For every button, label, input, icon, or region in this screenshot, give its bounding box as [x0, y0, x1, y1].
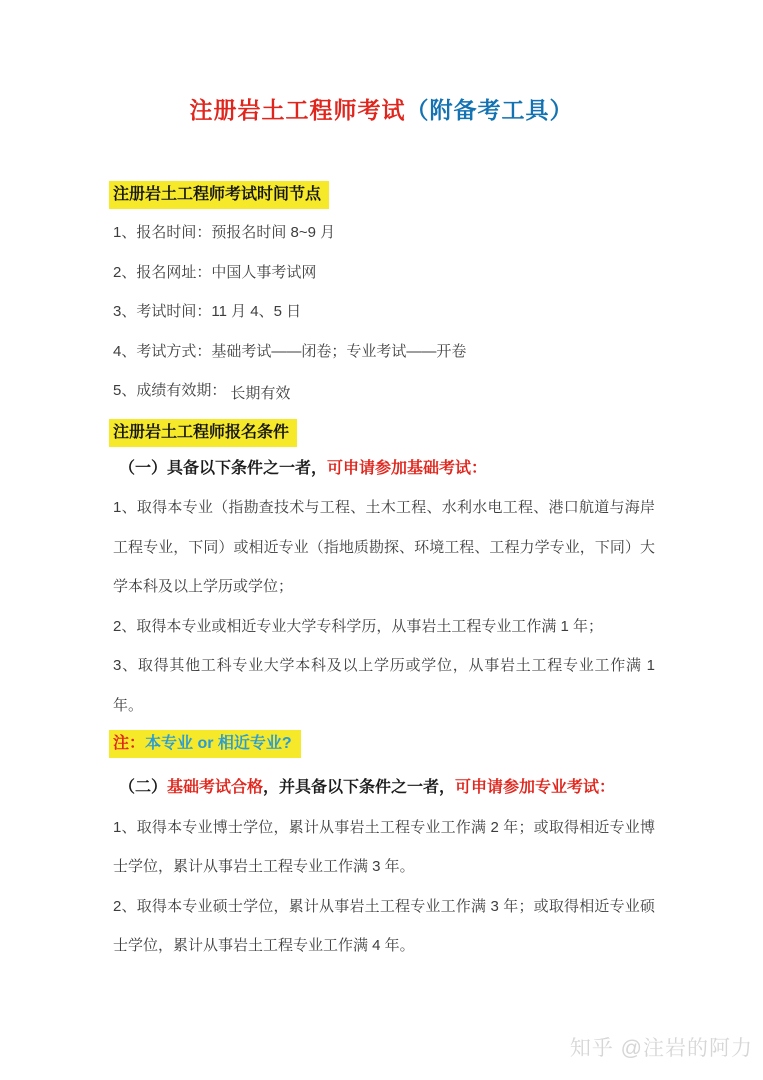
list-item-exam-format: 4、考试方式：基础考试——闭卷；专业考试——开卷: [113, 342, 467, 360]
list-item-score-validity: [113, 371, 655, 411]
section-heading-row: [113, 419, 655, 447]
section-heading-row: [113, 181, 655, 209]
note-bar: [109, 730, 301, 758]
part1-paragraph-3: 3、取得其他工科专业大学本科及以上学历或学位，从事岩土工程专业工作满 1 年。: [113, 657, 655, 714]
part1-paragraph-1: 1、取得本专业（指勘查技术与工程、土木工程、水利水电工程、港口航道与海岸工程专业，下同）或相近专业（指地质勘探、环境工程、工程力学专业，下同）大学本科及以上学历或学位；: [113, 499, 655, 595]
page-title-main: 注册岩土工程师考试: [189, 97, 406, 123]
zhihu-watermark: 知乎 @注岩的阿力: [569, 1037, 753, 1060]
part1-title-red: 可申请参加基础考试：: [327, 459, 488, 477]
list-item-exam-date: 3、考试时间：11 月 4、5 日: [113, 303, 302, 320]
list-item-registration-time: 1、报名时间：预报名时间 8~9 月: [113, 224, 336, 241]
list-item-score-validity-answer: 长期有效: [230, 385, 291, 402]
part2-title-mid: ，并具备以下条件之一者，: [263, 779, 456, 796]
list-item-registration-site: 2、报名网址：中国人事考试网: [113, 263, 317, 281]
part2-title-red-1: 基础考试合格: [167, 779, 264, 796]
section-heading-exam-schedule: 注册岩土工程师考试时间节点: [109, 181, 329, 209]
part1-paragraph-2: 2、取得本专业或相近专业大学专科学历，从事岩土工程专业工作满 1 年；: [113, 617, 604, 635]
part2-paragraph-1: 1、取得本专业博士学位，累计从事岩土工程专业工作满 2 年；或取得相近专业博士学位，累计从事岩土工程专业工作满 3 年。: [113, 818, 655, 875]
document-body: [113, 181, 655, 966]
part2-paragraph-2: 2、取得本专业硕士学位，累计从事岩土工程专业工作满 3 年；或取得相近专业硕士学位，累计从事岩土工程专业工作满 4 年。: [113, 897, 655, 954]
note-text: 本专业 or 相近专业?: [145, 735, 292, 752]
part2-title-red-2: 可申请参加专业考试：: [455, 779, 616, 796]
list-item-score-validity-label: 5、成绩有效期：: [113, 382, 227, 399]
part1-title-black: （一）具备以下条件之一者，: [119, 459, 328, 477]
part2-title-start: （二）: [119, 779, 168, 796]
section-heading-requirements: 注册岩土工程师报名条件: [109, 419, 297, 447]
note-row: [113, 730, 655, 758]
condition-part1-title: [113, 449, 655, 489]
note-prefix: 注：: [113, 735, 146, 752]
page-title-suffix: （附备考工具）: [405, 97, 574, 123]
condition-part2-title: [113, 768, 655, 808]
page-title: [0, 0, 763, 124]
